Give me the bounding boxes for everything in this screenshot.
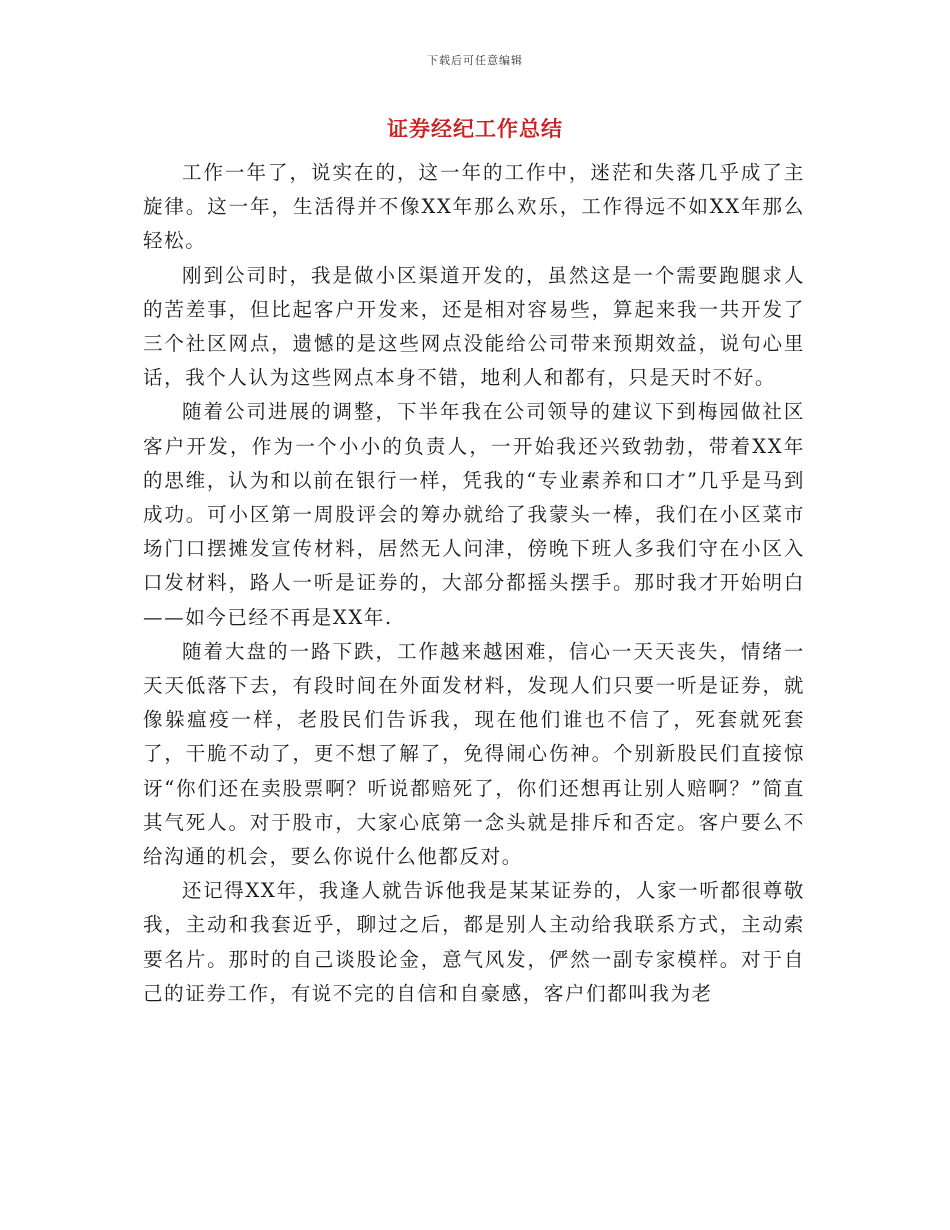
paragraph: 随着公司进展的调整，下半年我在公司领导的建议下到梅园做社区客户开发，作为一个小小的负责人，一开始我还兴致勃勃，带着XX年的思维，认为和以前在银行一样，凭我的“专业素养和口才”几乎是马到成功。可小区第一周股评会的筹办就给了我蒙头一棒，我们在小区菜市场门口摆摊发宣传材料，居然无人问津，傍晚下班人多我们守在小区入口发材料，路人一听是证券的，大部分都摇头摆手。那时我才开始明白——如今已经不再是XX年. (143, 400, 805, 629)
paragraph: 还记得XX年，我逢人就告诉他我是某某证券的，人家一听都很尊敬我，主动和我套近乎，聊过之后，都是别人主动给我联系方式，主动索要名片。那时的自己谈股论金，意气风发，俨然一副专家模样。对于自己的证券工作，有说不完的自信和自豪感，客户们都叫我为老 (143, 879, 805, 1005)
document-body (143, 156, 805, 1011)
document-title: 证券经纪工作总结 (387, 117, 563, 141)
paragraph: 随着大盘的一路下跌，工作越来越困难，信心一天天丧失，情绪一天天低落下去，有段时间在外面发材料，发现人们只要一听是证券，就像躲瘟疫一样，老股民们告诉我，现在他们谁也不信了，死套就死套了，干脆不动了，更不想了解了，免得闹心伤神。个别新股民们直接惊讶“你们还在卖股票啊？听说都赔死了，你们还想再让别人赔啊？”简直其气死人。对于股市，大家心底第一念头就是排斥和否定。客户要么不给沟通的机会，要么你说什么他都反对。 (143, 639, 805, 869)
paragraph: 工作一年了，说实在的，这一年的工作中，迷茫和失落几乎成了主旋律。这一年，生活得并不像XX年那么欢乐，工作得远不如XX年那么轻松。 (143, 161, 805, 253)
paragraph: 刚到公司时，我是做小区渠道开发的，虽然这是一个需要跑腿求人的苦差事，但比起客户开发来，还是相对容易些，算起来我一共开发了三个社区网点，遗憾的是这些网点没能给公司带来预期效益，说句心里话，我个人认为这些网点本身不错，地利人和都有，只是天时不好。 (143, 263, 805, 390)
header-note: 下载后可任意编辑 (427, 54, 523, 67)
